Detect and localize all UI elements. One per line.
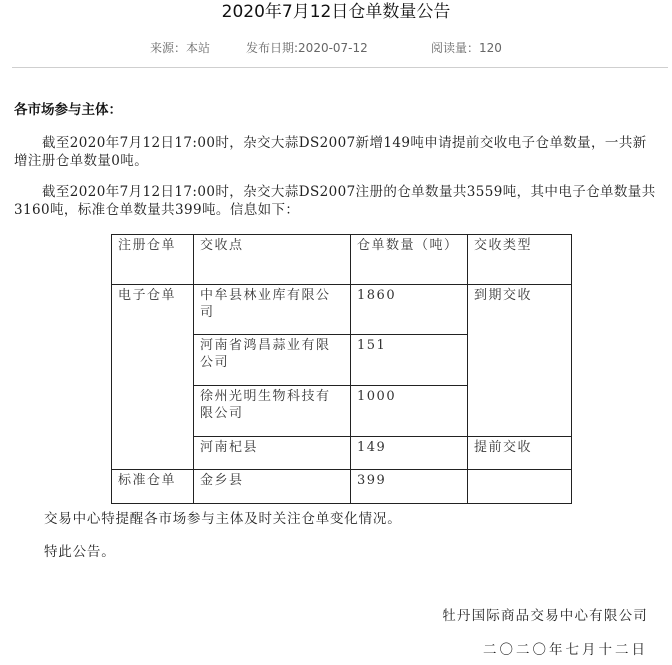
table-row bbox=[112, 285, 572, 335]
header-cell: 交收类型 bbox=[468, 235, 572, 285]
closing-text: 特此公告。 bbox=[44, 544, 116, 560]
delivery-point-cell: 河南省鸿昌蒜业有限公司 bbox=[194, 335, 351, 386]
table-header-row bbox=[112, 235, 572, 285]
addressee: 各市场参与主体： bbox=[14, 102, 122, 118]
quantity-cell: 1000 bbox=[351, 386, 468, 437]
quantity-cell: 1860 bbox=[351, 285, 468, 335]
delivery-point-cell: 金乡县 bbox=[194, 470, 351, 504]
header-divider bbox=[12, 67, 668, 68]
quantity-cell: 399 bbox=[351, 470, 468, 504]
delivery-type-cell: 提前交收 bbox=[468, 437, 572, 470]
signature-date: 二〇二〇年七月十二日 bbox=[483, 642, 648, 658]
header-cell: 仓单数量（吨） bbox=[351, 235, 468, 285]
delivery-point-cell: 徐州光明生物科技有限公司 bbox=[194, 386, 351, 437]
receipt-category-cell: 电子仓单 bbox=[112, 285, 194, 470]
table-row bbox=[112, 470, 572, 504]
reminder-text: 交易中心特提醒各市场参与主体及时关注仓单变化情况。 bbox=[44, 511, 402, 527]
source-label: 来源：本站 bbox=[150, 41, 211, 55]
view-count: 阅读量：120 bbox=[431, 41, 502, 55]
paragraph-total-receipts: 截至2020年7月12日17:00时，杂交大蒜DS2007注册的仓单数量共3559吨，其中电子仓单数量共3160吨，标准仓单数量共399吨。信息如下： bbox=[14, 184, 656, 218]
delivery-point-cell: 中牟县林业库有限公司 bbox=[194, 285, 351, 335]
publish-date: 发布日期:2020-07-12 bbox=[246, 41, 368, 55]
quantity-cell: 149 bbox=[351, 437, 468, 470]
quantity-cell: 151 bbox=[351, 335, 468, 386]
signature-organization: 牡丹国际商品交易中心有限公司 bbox=[442, 608, 648, 624]
warehouse-receipt-table bbox=[111, 234, 572, 504]
delivery-type-cell: 到期交收 bbox=[468, 285, 572, 437]
header-cell: 交收点 bbox=[194, 235, 351, 285]
delivery-point-cell: 河南杞县 bbox=[194, 437, 351, 470]
receipt-category-cell: 标准仓单 bbox=[112, 470, 194, 504]
header-cell: 注册仓单 bbox=[112, 235, 194, 285]
paragraph-new-receipts: 截至2020年7月12日17:00时，杂交大蒜DS2007新增149吨申请提前交收电子仓单数量，一共新增注册仓单数量0吨。 bbox=[14, 135, 647, 169]
delivery-type-cell bbox=[468, 470, 572, 504]
page-title: 2020年7月12日仓单数量公告 bbox=[221, 2, 451, 22]
